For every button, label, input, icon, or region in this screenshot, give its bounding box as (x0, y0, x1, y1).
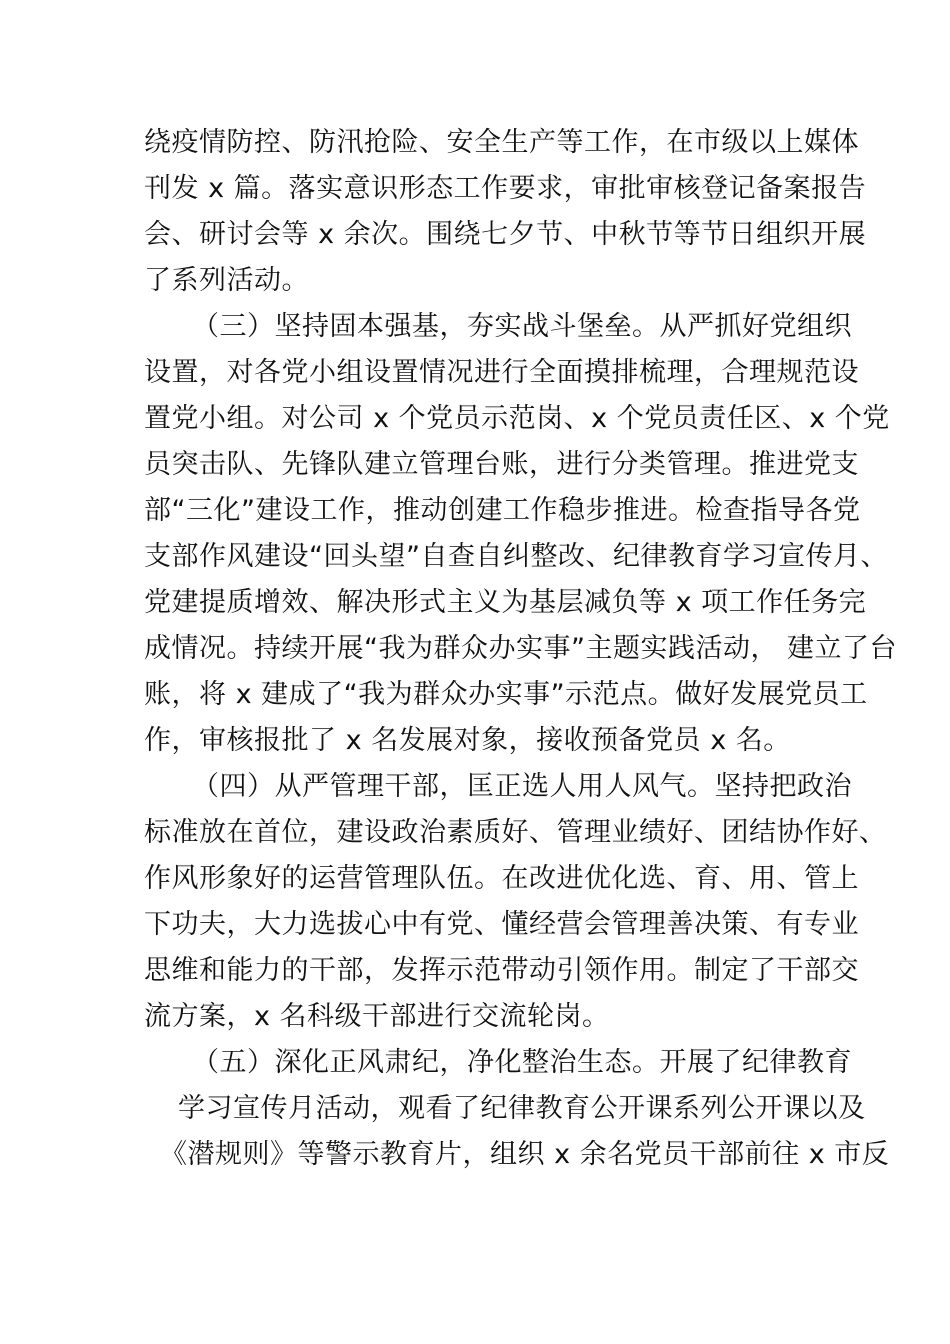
paragraph-line: 标准放在首位，建设政治素质好、管理业绩好、团结协作好、 (144, 817, 887, 848)
section-heading-line: （五）深化正风肃纪，净化整治生态。开展了纪律教育 (192, 1047, 852, 1078)
paragraph-line: 员突击队、先锋队建立管理台账，进行分类管理。推进党支 (144, 449, 859, 480)
paragraph-line: 党建提质增效、解决形式主义为基层减负等 x 项工作任务完 (144, 587, 867, 618)
paragraph-line: 部“三化”建设工作，推动创建工作稳步推进。检查指导各党 (144, 495, 861, 526)
paragraph-line: 成情况。持续开展“我为群众办实事”主题实践活动， 建立了台 (144, 633, 898, 664)
paragraph-line: 设置，对各党小组设置情况进行全面摸排梳理，合理规范设 (144, 357, 859, 388)
paragraph-line: 学习宣传月活动，观看了纪律教育公开课系列公开课以及 (178, 1093, 866, 1124)
paragraph-line: 绕疫情防控、防汛抢险、安全生产等工作，在市级以上媒体 (144, 127, 859, 158)
paragraph-line: 作，审核报批了 x 名发展对象，接收预备党员 x 名。 (144, 725, 791, 756)
paragraph-line: 支部作风建设“回头望”自查自纠整改、纪律教育学习宣传月、 (144, 541, 888, 572)
paragraph-line: 置党小组。对公司 x 个党员示范岗、x 个党员责任区、x 个党 (144, 403, 890, 434)
paragraph-line: 会、研讨会等 x 余次。围绕七夕节、中秋节等节日组织开展 (144, 219, 867, 250)
paragraph-line: 流方案，x 名科级干部进行交流轮岗。 (144, 1001, 610, 1032)
paragraph-line: 作风形象好的运营管理队伍。在改进优化选、育、用、管上 (144, 863, 859, 894)
paragraph-line: 账，将 x 建成了“我为群众办实事”示范点。做好发展党员工 (144, 679, 868, 710)
section-heading-line: （三）坚持固本强基，夯实战斗堡垒。从严抓好党组织 (192, 311, 852, 342)
paragraph-line: 《潜规则》等警示教育片，组织 x 余名党员干部前往 x 市反 (160, 1139, 890, 1170)
paragraph-line: 下功夫，大力选拔心中有党、懂经营会管理善决策、有专业 (144, 909, 859, 940)
paragraph-line: 刊发 x 篇。落实意识形态工作要求，审批审核登记备案报告 (144, 173, 867, 204)
paragraph-line: 思维和能力的干部，发挥示范带动引领作用。制定了干部交 (144, 955, 859, 986)
paragraph-line: 了系列活动。 (144, 265, 309, 296)
section-heading-line: （四）从严管理干部，匡正选人用人风气。坚持把政治 (192, 771, 852, 802)
